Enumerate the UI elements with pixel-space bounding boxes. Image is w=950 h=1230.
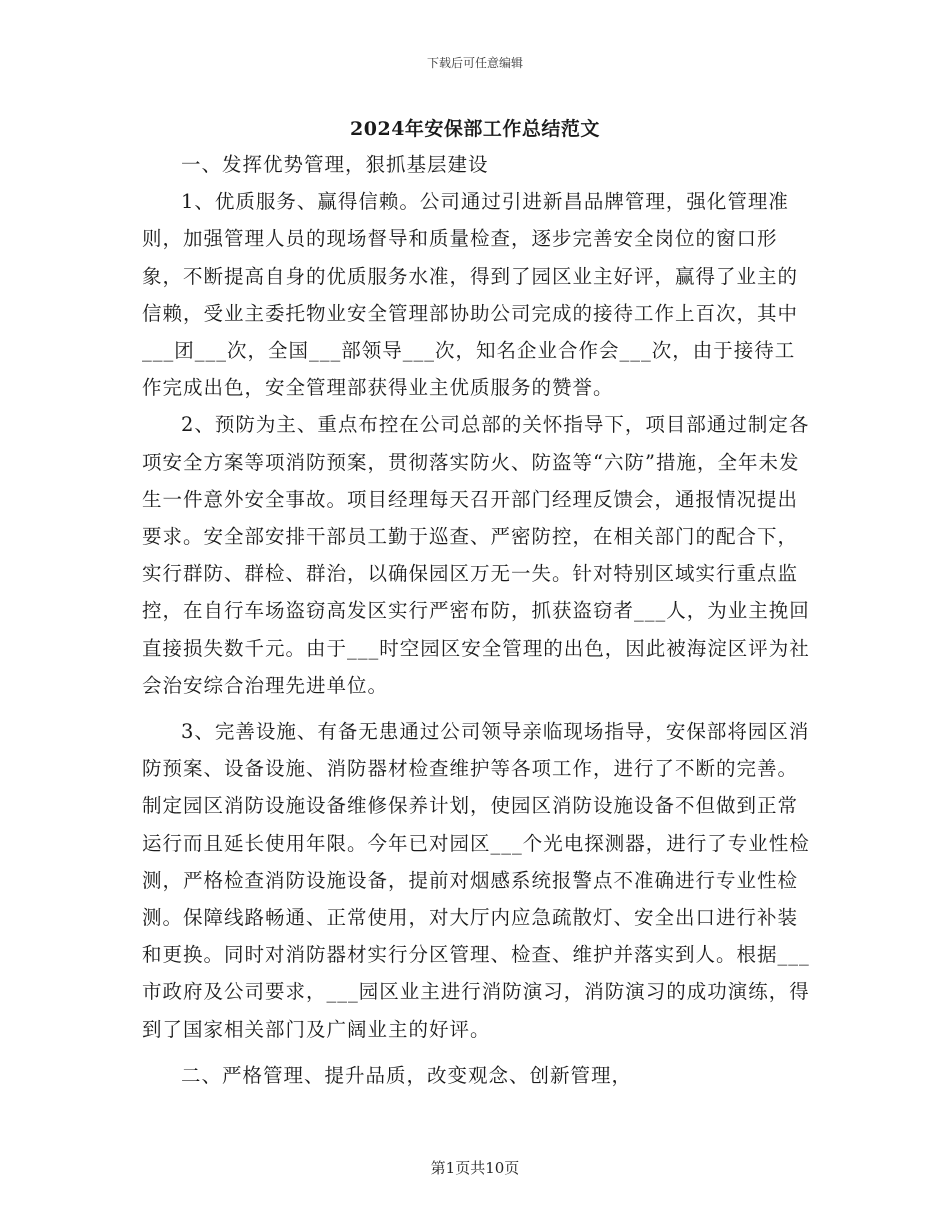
section-heading-2: 二、严格管理、提升品质，改变观念、创新管理， (181, 1063, 633, 1087)
paragraph-1: 1、优质服务、赢得信赖。公司通过引进新昌品牌管理，强化管理准则，加强管理人员的现场督导和质量检查，逐步完善安全岗位的窗口形象，不断提高自身的优质服务水准，得到了园区业主好评，赢得了业主的信赖，受业主委托物业安全管理部协助公司完成的接待工作上百次，其中___团___次，全国___部领导___次，知名企业合作会___次，由于接待工作完成出色，安全管理部获得业主优质服务的赞誉。 (142, 190, 799, 400)
section-heading-1: 一、发挥优势管理，狠抓基层建设 (181, 153, 489, 176)
paragraph-2: 2、预防为主、重点布控在公司总部的关怀指导下，项目部通过制定各项安全方案等项消防预案，贯彻落实防火、防盗等“六防”措施，全年未发生一件意外安全事故。项目经理每天召开部门经理反馈会，通报情况提出要求。安全部安排干部员工勤于巡查、严密防控，在相关部门的配合下，实行群防、群检、群治，以确保园区万无一失。针对特别区域实行重点监控，在自行车场盗窃高发区实行严密布防，抓获盗窃者___人，为业主挽回直接损失数千元。由于___时空园区安全管理的出色，因此被海淀区评为社会治安综合治理先进单位。 (142, 413, 810, 697)
page-footer: 第1页共10页 (430, 1159, 520, 1177)
header-note: 下载后可任意编辑 (426, 56, 523, 70)
paragraph-3: 3、完善设施、有备无患通过公司领导亲临现场指导，安保部将园区消防预案、设备设施、消防器材检查维护等各项工作，进行了不断的完善。制定园区消防设施设备维修保养计划，使园区消防设施设备不但做到正常运行而且延长使用年限。今年已对园区___个光电探测器，进行了专业性检测，严格检查消防设施设备，提前对烟感系统报警点不准确进行专业性检测。保障线路畅通、正常使用，对大厅内应急疏散灯、安全出口进行补装和更换。同时对消防器材实行分区管理、检查、维护并落实到人。根据___市政府及公司要求，___园区业主进行消防演习，消防演习的成功演练，得到了国家相关部门及广阔业主的好评。 (142, 720, 810, 1041)
document-title: 2024年安保部工作总结范文 (350, 118, 600, 140)
document-body (142, 146, 810, 1094)
